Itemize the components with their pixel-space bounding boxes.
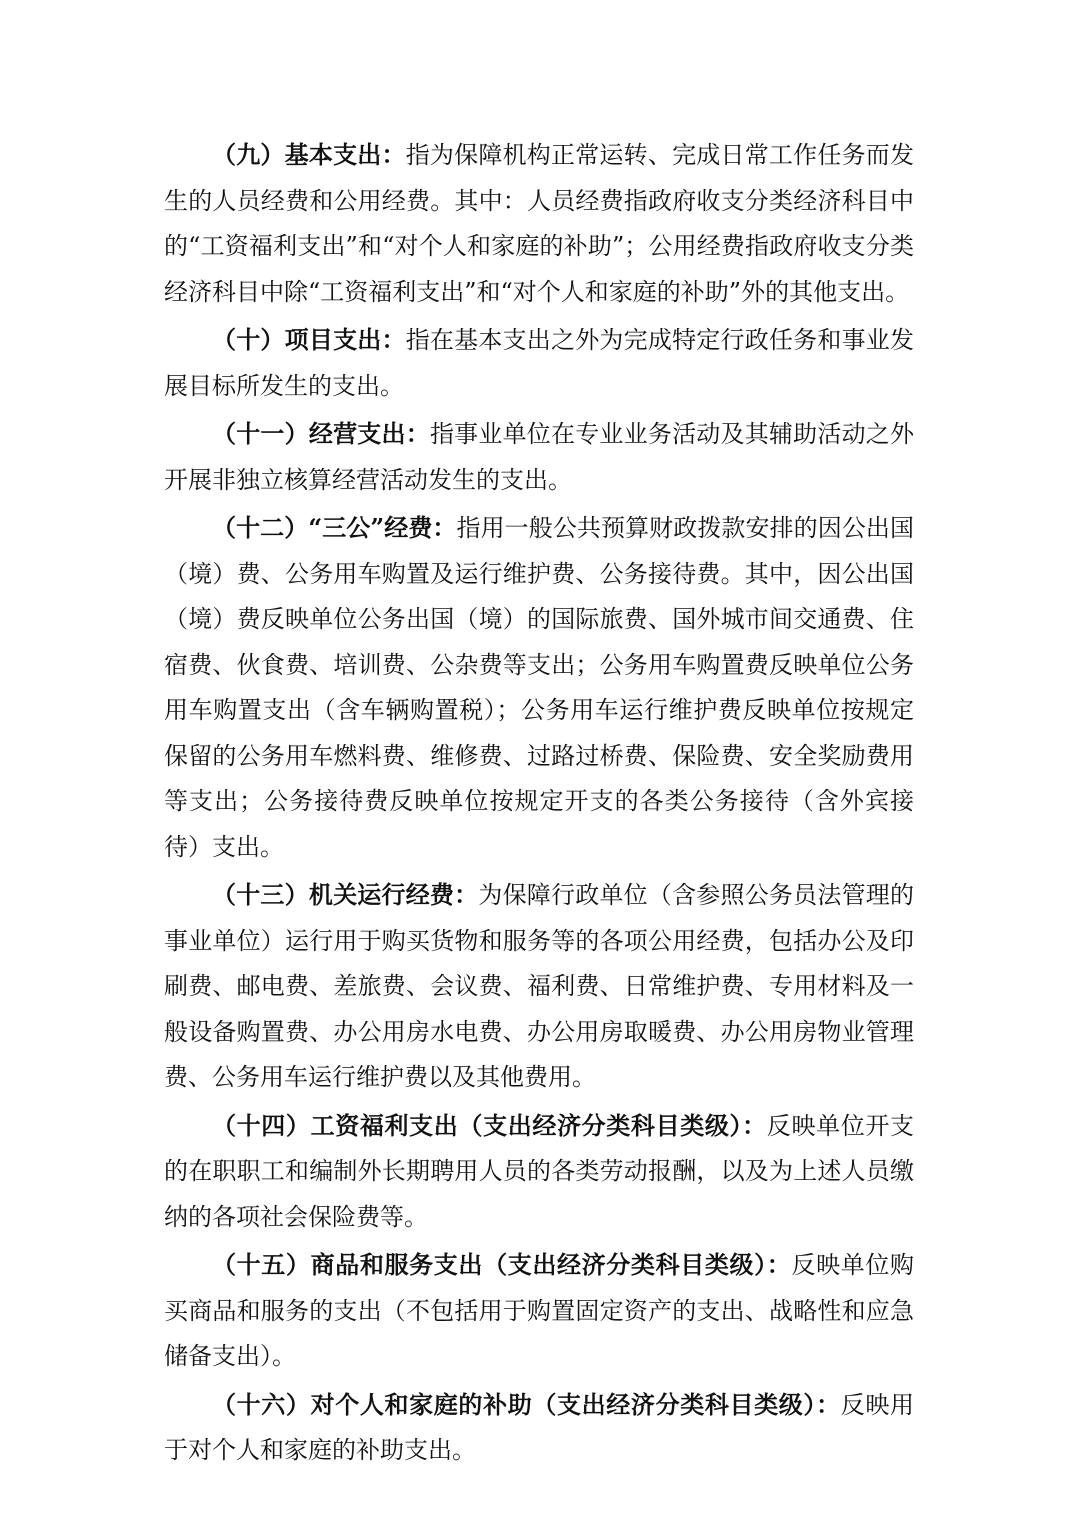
- paragraph-basic-expenditure: [164, 132, 914, 315]
- term-heading: （十）项目支出：: [212, 325, 406, 354]
- term-definition: 指用一般公共预算财政拨款安排的因公出国（境）费、公务用车购置及运行维护费、公务接待费。其中，因公出国（境）费反映单位公务出国（境）的国际旅费、国外城市间交通费、住宿费、伙食费、培训费、公杂费等支出；公务用车购置费反映单位公务用车购置支出（含车辆购置税）；公务用车运行维护费反映单位按规定保留的公务用车燃料费、维修费、过路过桥费、保险费、安全奖励费用等支出；公务接待费反映单位按规定开支的各类公务接待（含外宾接待）支出。: [164, 514, 914, 861]
- term-heading: （九）基本支出：: [212, 140, 406, 169]
- paragraph-agency-operating-funds: [164, 872, 914, 1101]
- term-definition: 指在基本支出之外为完成特定行政任务和事业发展目标所发生的支出。: [164, 326, 915, 400]
- paragraph-project-expenditure: [164, 317, 914, 409]
- paragraph-wage-welfare-expenditure: [164, 1103, 914, 1241]
- term-definition: 为保障行政单位（含参照公务员法管理的事业单位）运行用于购买货物和服务等的各项公用经费，包括办公及印刷费、邮电费、差旅费、会议费、福利费、日常维护费、专用材料及一般设备购置费、办公用房水电费、办公用房取暖费、办公用房物业管理费、公务用车运行维护费以及其他费用。: [164, 881, 915, 1091]
- term-heading: （十三）机关运行经费：: [212, 880, 479, 909]
- term-heading: （十四）工资福利支出（支出经济分类科目类级）：: [212, 1110, 767, 1140]
- term-definition: 反映单位购买商品和服务的支出（不包括用于购置固定资产的支出、战略性和应急储备支出）。: [164, 1251, 915, 1370]
- term-definition: 反映单位开支的在职职工和编制外长期聘用人员的各类劳动报酬，以及为上述人员缴纳的各项社会保险费等。: [164, 1111, 915, 1231]
- term-heading: （十二）“三公”经费：: [212, 513, 457, 542]
- term-definition: 指为保障机构正常运转、完成日常工作任务而发生的人员经费和公用经费。其中：人员经费指政府收支分类经济科目中的“工资福利支出”和“对个人和家庭的补助”；公用经费指政府收支分类经济科目中除“工资福利支出”和“对个人和家庭的补助”外的其他支出。: [164, 141, 915, 306]
- paragraph-three-public-expenses: [164, 505, 914, 870]
- paragraph-goods-services-expenditure: [164, 1242, 914, 1380]
- paragraph-operating-expenditure: [164, 411, 914, 503]
- term-heading: （十五）商品和服务支出（支出经济分类科目类级）：: [212, 1250, 792, 1279]
- term-definition: 反映用于对个人和家庭的补助支出。: [164, 1390, 915, 1464]
- term-definition: 指事业单位在专业业务活动及其辅助活动之外开展非独立核算经营活动发生的支出。: [164, 420, 915, 494]
- document-page: [164, 132, 914, 1476]
- paragraph-household-subsidies: [164, 1382, 914, 1474]
- term-heading: （十一）经营支出：: [212, 419, 430, 448]
- term-heading: （十六）对个人和家庭的补助（支出经济分类科目类级）：: [212, 1389, 841, 1419]
